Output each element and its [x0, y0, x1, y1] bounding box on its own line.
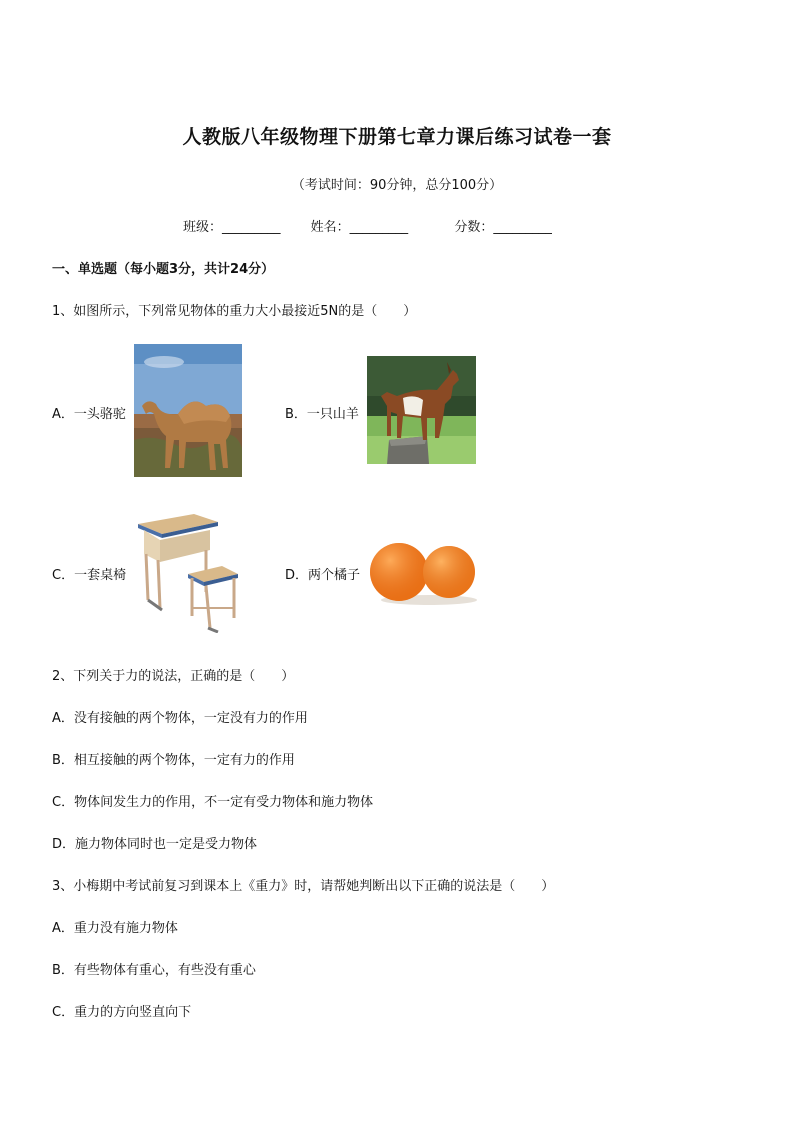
q3-option-b: B．有些物体有重心，有些没有重心: [52, 963, 256, 978]
question-3: 3、小梅期中考试前复习到课本上《重力》时，请帮她判断出以下正确的说法是（ ）: [52, 879, 555, 894]
q2-option-d: D．施力物体同时也一定是受力物体: [52, 837, 258, 852]
q3-option-c: C．重力的方向竖直向下: [52, 1005, 192, 1020]
section-heading: 一、单选题（每小题3分，共计24分）: [52, 262, 275, 277]
q2-option-c: C．物体间发生力的作用，不一定有受力物体和施力物体: [52, 795, 374, 810]
oranges-photo: [367, 538, 479, 606]
desk-chair-photo: [134, 508, 242, 633]
page-title: 人教版八年级物理下册第七章力课后练习试卷一套: [182, 126, 612, 148]
camel-photo: [134, 344, 242, 477]
score-field: 分数：_________: [454, 220, 552, 235]
q3-option-a: A．重力没有施力物体: [52, 921, 178, 936]
class-field: 班级：_________: [183, 220, 281, 235]
student-fields: [183, 216, 552, 235]
q1-option-b: B．一只山羊: [285, 407, 359, 422]
name-field: 姓名：_________: [310, 220, 409, 235]
q1-option-d: D．两个橘子: [285, 568, 361, 583]
q2-option-a: A．没有接触的两个物体，一定没有力的作用: [52, 711, 308, 726]
q2-option-b: B．相互接触的两个物体，一定有力的作用: [52, 753, 295, 768]
question-2: 2、下列关于力的说法，正确的是（ ）: [52, 669, 295, 684]
q1-option-c: C．一套桌椅: [52, 568, 127, 583]
goat-photo: [367, 356, 476, 464]
q1-option-a: A．一头骆驼: [52, 407, 126, 422]
exam-info: （考试时间：90分钟，总分100分）: [291, 178, 503, 193]
question-1: 1、如图所示，下列常见物体的重力大小最接近5N的是（ ）: [52, 304, 417, 319]
